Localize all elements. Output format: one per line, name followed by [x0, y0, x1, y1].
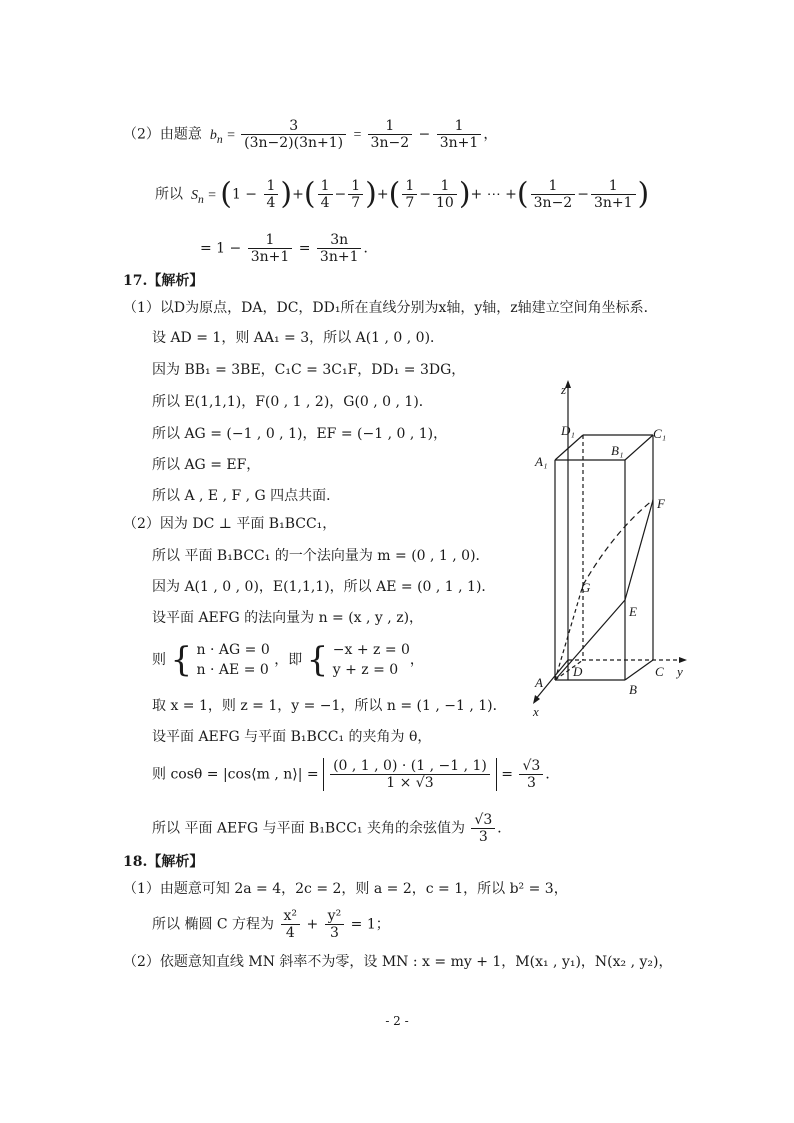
q17-p2-line2: 所以 平面 B₁BCC₁ 的一个法向量为 m = (0 , 1 , 0)． [152, 548, 490, 564]
q17-p2-line1: （2）因为 DC ⊥ 平面 B₁BCC₁， [123, 516, 337, 532]
page-number: - 2 - [385, 1014, 409, 1028]
label-y: y [677, 664, 683, 679]
sum-label: 所以 [155, 186, 183, 203]
q18-line2: 所以 椭圆 C 方程为 $\frac{\text{x²}}{4}$ + $\frac{\text{y²}}{3}$ = 1； [152, 908, 390, 941]
label-A1: A₁ [535, 454, 548, 469]
cos-denominator: 1 × √3 [386, 775, 434, 791]
ellipse-label: 所以 椭圆 C 方程为 [152, 916, 275, 933]
system2-eq1: −x + z = 0 [332, 642, 410, 658]
q17-p2-line7: 取 x = 1，则 z = 1，y = −1，所以 n = (1 , −1 , 1)． [152, 698, 507, 714]
q17-p1-line3: 因为 BB₁ = 3BE，C₁C = 3C₁F，DD₁ = 3DG， [152, 362, 466, 378]
label-E: E [629, 604, 637, 619]
edge-BC [625, 660, 653, 680]
cos-result-num: √3 [519, 758, 543, 775]
answer-num: √3 [471, 812, 495, 829]
system1-eq1: n · AG = 0 [196, 642, 270, 658]
label-C1: C₁ [653, 426, 667, 441]
label-A: A [535, 675, 543, 690]
conclusion-text: 所以 平面 AEFG 与平面 B₁BCC₁ 夹角的余弦值为 [152, 820, 465, 837]
label-B: B [629, 682, 637, 697]
label-x: x [533, 704, 539, 719]
q16-part2-line3: = 1 − $\frac{1}{3n+1}$ = $\frac{3n}{3n+1}$ ． [200, 232, 378, 265]
q16-part2-line2: 所以 $S_n = (1$ − $\frac{1}{4}$ )+( $\frac{1}{4}$ − $\frac{1}{7}$ )+( $\frac{1}{7}$ − $\frac{1}{10}$ )+ ⋯ +( $\frac{1}{3n-2}$ − $\frac{1}{3n+1}$ ) [155, 176, 650, 212]
q17-p1-line1: （1）以D为原点，DA，DC，DD₁所在直线分别为x轴，y轴，z轴建立空间角坐标系． [123, 300, 658, 316]
label-B1: B₁ [611, 443, 624, 458]
label-D: D [573, 664, 583, 679]
system2-eq2: y + z = 0 [332, 662, 399, 678]
q18-line1: （1）由题意可知 2a = 4，2c = 2，则 a = 2，c = 1，所以 b² = 3， [123, 881, 568, 897]
then-label: 则 [152, 652, 166, 668]
system1-eq2: n · AE = 0 [196, 662, 269, 678]
i.e.-label: 即 [288, 652, 303, 668]
label-C: C [655, 664, 664, 679]
q17-cos-line: 则 cosθ = |cos⟨m , n⟩| = $\frac{(0 , 1 , 0) \cdot (1 , -1 , 1)}{1 \times √3}$ = $\frac{√3}{3}$ ． [152, 758, 560, 791]
q17-p1-line5: 所以 AG = (−1 , 0 , 1)，EF = (−1 , 0 , 1)， [152, 426, 448, 442]
label-z: z [561, 382, 567, 397]
cos-label: 则 cosθ = |cos⟨m , n⟩| = [152, 766, 319, 783]
q17-p2-line4: 设平面 AEFG 的法向量为 n = (x , y , z)， [152, 610, 424, 626]
segment-GF [583, 500, 653, 585]
q17-conclusion: 所以 平面 AEFG 与平面 B₁BCC₁ 夹角的余弦值为 $\frac{√3}{3}$ ． [152, 812, 512, 845]
cuboid-figure [525, 380, 705, 720]
q17-p1-line7: 所以 A , E , F , G 四点共面． [152, 488, 341, 504]
edge-A1D1 [555, 435, 583, 460]
label-F: F [657, 496, 665, 511]
q18-line3: （2）依题意知直线 MN 斜率不为零，设 MN : x = my + 1，M(x₁ , y₁)，N(x₂ , y₂)， [123, 954, 673, 970]
q18-heading: 18.【解析】 [123, 854, 204, 870]
q17-p2-line3: 因为 A(1 , 0 , 0)，E(1,1,1)，所以 AE = (0 , 1 , 1)． [152, 579, 496, 595]
segment-EF [625, 500, 653, 600]
q17-system: 则 { n · AG = 0 n · AE = 0 ，即 { −x + z = 0 y + z = 0 ， [152, 640, 424, 680]
label-G: G [581, 580, 591, 595]
q17-heading: 17.【解析】 [123, 273, 204, 289]
q16-part2-line1: （2）由题意 $b_n$ = $\frac{3}{(3n-2)(3n+1)}$ = $\frac{1}{3n-2}$ − $\frac{1}{3n+1}$ ， [123, 118, 498, 151]
answer-den: 3 [478, 829, 488, 845]
q17-p2-line8: 设平面 AEFG 与平面 B₁BCC₁ 的夹角为 θ， [152, 729, 432, 745]
y-axis-arrow [679, 657, 687, 663]
q17-p1-line6: 所以 AG = EF， [152, 457, 261, 473]
label-D1: D₁ [561, 423, 575, 438]
cos-result-den: 3 [526, 775, 536, 791]
segment-AE [555, 600, 625, 680]
edge-C1B1 [625, 435, 653, 460]
q17-p1-line2: 设 AD = 1，则 AA₁ = 3，所以 A(1 , 0 , 0)． [152, 330, 445, 346]
q16-part2-label: （2）由题意 [123, 126, 202, 143]
q17-p1-line4: 所以 E(1,1,1)，F(0 , 1 , 2)，G(0 , 0 , 1)． [152, 394, 433, 410]
x-axis-arrow [533, 695, 540, 704]
cos-numerator: (0 , 1 , 0) · (1 , −1 , 1) [330, 758, 490, 775]
